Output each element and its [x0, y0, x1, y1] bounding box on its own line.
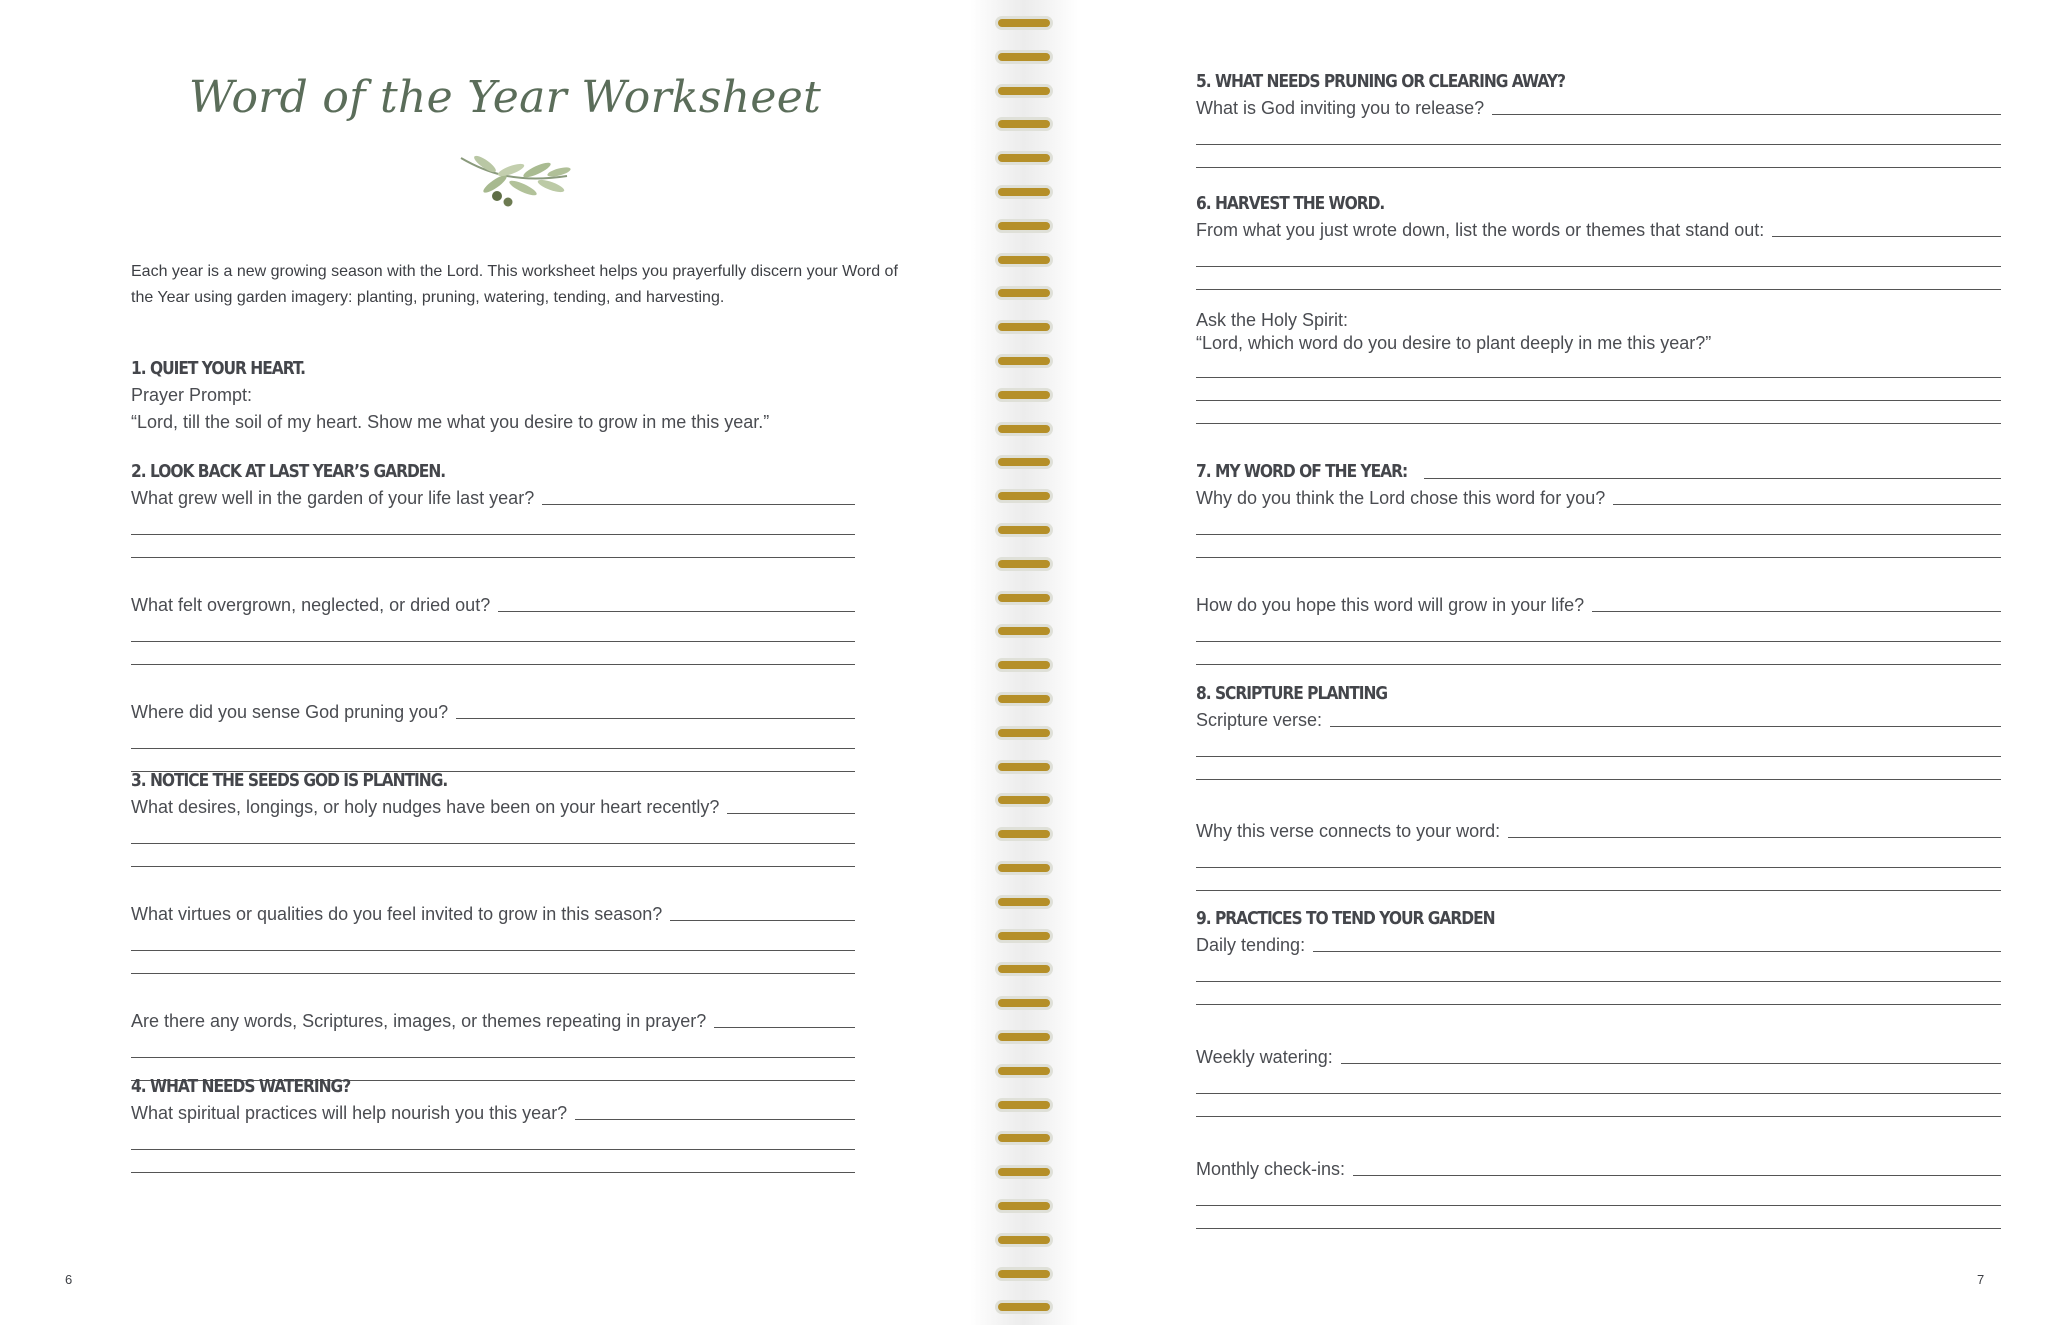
- answer-line[interactable]: [542, 504, 855, 505]
- spiral-ring: [995, 523, 1053, 537]
- answer-line[interactable]: [1196, 959, 2001, 982]
- answer-line[interactable]: [498, 611, 855, 612]
- question-row[interactable]: [1196, 932, 2001, 959]
- question-row[interactable]: [131, 1100, 855, 1127]
- question-row[interactable]: [1196, 95, 2001, 122]
- question-label: What is God inviting you to release?: [1196, 98, 1485, 118]
- page-number: 7: [1977, 1272, 1985, 1287]
- answer-line[interactable]: [1196, 1071, 2001, 1094]
- question-label: What virtues or qualities do you feel invited to grow in this season?: [131, 904, 663, 924]
- answer-line[interactable]: [1196, 145, 2001, 168]
- answer-line[interactable]: [1196, 355, 2001, 378]
- spiral-ring: [995, 388, 1053, 402]
- question-row[interactable]: [1196, 818, 2001, 845]
- question-row[interactable]: [131, 485, 855, 512]
- section-what-needs-watering: [131, 1074, 855, 1173]
- section-heading: 1. QUIET YOUR HEART.: [131, 358, 305, 379]
- spiral-ring: [995, 253, 1053, 267]
- prayer-prompt-label: Prayer Prompt:: [131, 385, 253, 405]
- word-of-year-row[interactable]: [1196, 459, 2001, 485]
- question-row[interactable]: [1196, 1044, 2001, 1071]
- right-page: [1078, 0, 2048, 1325]
- answer-line[interactable]: [1196, 982, 2001, 1005]
- question-row[interactable]: [131, 794, 855, 821]
- question-row[interactable]: [1196, 707, 2001, 734]
- spiral-ring: [995, 692, 1053, 706]
- question-label: What spiritual practices will help nourish you this year?: [131, 1103, 568, 1123]
- answer-line[interactable]: [131, 726, 855, 749]
- spiral-ring: [995, 151, 1053, 165]
- answer-line[interactable]: [1341, 1063, 2001, 1064]
- answer-line[interactable]: [1196, 734, 2001, 757]
- answer-line[interactable]: [456, 718, 855, 719]
- question-label: Scripture verse:: [1196, 710, 1323, 730]
- question-row[interactable]: [131, 901, 855, 928]
- answer-line[interactable]: [131, 1127, 855, 1150]
- answer-line[interactable]: [1196, 619, 2001, 642]
- answer-line[interactable]: [131, 844, 855, 867]
- answer-line[interactable]: [1508, 837, 2001, 838]
- spiral-ring: [995, 1300, 1053, 1314]
- answer-line[interactable]: [1196, 267, 2001, 290]
- section-practices: [1196, 906, 2001, 1229]
- answer-line[interactable]: [131, 1035, 855, 1058]
- answer-line[interactable]: [131, 928, 855, 951]
- section-heading: 6. HARVEST THE WORD.: [1196, 193, 1385, 214]
- spiral-ring: [995, 185, 1053, 199]
- question-row[interactable]: [131, 592, 855, 619]
- spiral-ring: [995, 624, 1053, 638]
- section-quiet-your-heart: [131, 356, 855, 436]
- spiral-ring: [995, 557, 1053, 571]
- spiral-ring: [995, 760, 1053, 774]
- answer-line[interactable]: [1196, 868, 2001, 891]
- section-heading: 3. NOTICE THE SEEDS GOD IS PLANTING.: [131, 770, 448, 791]
- page-number: 6: [65, 1272, 73, 1287]
- section-my-word: [1196, 459, 2001, 665]
- spiral-ring: [995, 84, 1053, 98]
- section-heading: 4. WHAT NEEDS WATERING?: [131, 1076, 351, 1097]
- question-label: Are there any words, Scriptures, images, or themes repeating in prayer?: [131, 1011, 707, 1031]
- question-label: Why this verse connects to your word:: [1196, 821, 1501, 841]
- spiral-ring: [995, 793, 1053, 807]
- spiral-ring: [995, 50, 1053, 64]
- answer-line[interactable]: [1592, 611, 2001, 612]
- spiral-ring: [995, 1098, 1053, 1112]
- spiral-ring: [995, 354, 1053, 368]
- answer-line[interactable]: [131, 512, 855, 535]
- spiral-ring: [995, 1233, 1053, 1247]
- spiral-ring: [995, 1064, 1053, 1078]
- spiral-ring: [995, 455, 1053, 469]
- prayer-prompt-text: “Lord, till the soil of my heart. Show me what you desire to grow in me this year.”: [131, 412, 770, 432]
- spiral-ring: [995, 895, 1053, 909]
- answer-line[interactable]: [1492, 114, 2001, 115]
- answer-line[interactable]: [1330, 726, 2001, 727]
- answer-line[interactable]: [131, 821, 855, 844]
- section-heading: 5. WHAT NEEDS PRUNING OR CLEARING AWAY?: [1196, 71, 1565, 92]
- spiral-ring: [995, 962, 1053, 976]
- spiral-ring: [995, 219, 1053, 233]
- question-label: How do you hope this word will grow in your life?: [1196, 595, 1585, 615]
- question-row[interactable]: [131, 1008, 855, 1035]
- answer-line[interactable]: [1196, 1183, 2001, 1206]
- answer-line[interactable]: [1196, 757, 2001, 780]
- left-page: [0, 0, 970, 1325]
- answer-line[interactable]: [714, 1027, 855, 1028]
- question-label: What desires, longings, or holy nudges have been on your heart recently?: [131, 797, 720, 817]
- question-row[interactable]: [1196, 1156, 2001, 1183]
- section-notice-seeds: [131, 768, 855, 1081]
- answer-line[interactable]: [1772, 236, 2001, 237]
- question-label: Daily tending:: [1196, 935, 1306, 955]
- spiral-ring: [995, 1199, 1053, 1213]
- question-label: Why do you think the Lord chose this word for you?: [1196, 488, 1606, 508]
- answer-line[interactable]: [131, 535, 855, 558]
- worksheet-title: Word of the Year Worksheet: [188, 72, 822, 123]
- spiral-ring: [995, 286, 1053, 300]
- spiral-ring: [995, 591, 1053, 605]
- answer-line[interactable]: [131, 642, 855, 665]
- spiral-ring: [995, 16, 1053, 30]
- word-of-year-line[interactable]: [1424, 478, 2001, 479]
- question-label: From what you just wrote down, list the words or themes that stand out:: [1196, 220, 1765, 240]
- answer-line[interactable]: [1196, 378, 2001, 401]
- section-heading: 2. LOOK BACK AT LAST YEAR’S GARDEN.: [131, 461, 446, 482]
- spiral-ring: [995, 996, 1053, 1010]
- answer-line[interactable]: [1353, 1175, 2001, 1176]
- answer-line[interactable]: [670, 920, 855, 921]
- spiral-ring: [995, 1165, 1053, 1179]
- section-look-back: [131, 459, 855, 772]
- answer-line[interactable]: [1613, 504, 2001, 505]
- question-label: Where did you sense God pruning you?: [131, 702, 449, 722]
- section-scripture-planting: [1196, 681, 2001, 891]
- answer-line[interactable]: [1313, 951, 2001, 952]
- answer-line[interactable]: [727, 813, 855, 814]
- spiral-ring: [995, 117, 1053, 131]
- spiral-ring: [995, 861, 1053, 875]
- question-label: Monthly check-ins:: [1196, 1159, 1346, 1179]
- section-heading: 9. PRACTICES TO TEND YOUR GARDEN: [1196, 908, 1495, 929]
- spiral-ring: [995, 489, 1053, 503]
- answer-line[interactable]: [1196, 244, 2001, 267]
- answer-line[interactable]: [1196, 845, 2001, 868]
- answer-line[interactable]: [1196, 512, 2001, 535]
- spiral-ring: [995, 1131, 1053, 1145]
- spiral-ring: [995, 658, 1053, 672]
- section-harvest-the-word: [1196, 191, 2001, 424]
- intro-paragraph: Each year is a new growing season with the Lord. This worksheet helps you prayerfully discern your Word of the Year using garden imagery: planting, pruning, watering, tending, and harvesting.: [131, 263, 898, 306]
- answer-line[interactable]: [1196, 1206, 2001, 1229]
- answer-line[interactable]: [1196, 1094, 2001, 1117]
- question-label: Weekly watering:: [1196, 1047, 1333, 1067]
- section-pruning: [1196, 69, 2001, 168]
- spiral-ring: [995, 929, 1053, 943]
- ask-holy-spirit-text: “Lord, which word do you desire to plant deeply in me this year?”: [1196, 333, 1712, 353]
- answer-line[interactable]: [1196, 122, 2001, 145]
- answer-line[interactable]: [575, 1119, 855, 1120]
- answer-line[interactable]: [1196, 535, 2001, 558]
- question-row[interactable]: [1196, 592, 2001, 619]
- answer-line[interactable]: [131, 951, 855, 974]
- answer-line[interactable]: [1196, 642, 2001, 665]
- answer-line[interactable]: [131, 619, 855, 642]
- question-label: What grew well in the garden of your life last year?: [131, 488, 535, 508]
- ask-holy-spirit-label: Ask the Holy Spirit:: [1196, 310, 1349, 330]
- spiral-ring: [995, 1030, 1053, 1044]
- spiral-ring: [995, 320, 1053, 334]
- olive-branch-icon: [455, 150, 575, 212]
- section-heading: 7. MY WORD OF THE YEAR:: [1196, 461, 1408, 482]
- spiral-ring: [995, 726, 1053, 740]
- section-heading: 8. SCRIPTURE PLANTING: [1196, 683, 1388, 704]
- question-row[interactable]: [131, 699, 855, 726]
- spiral-binding: [970, 0, 1078, 1325]
- question-row[interactable]: [1196, 217, 2001, 244]
- spiral-ring: [995, 1267, 1053, 1281]
- question-label: What felt overgrown, neglected, or dried out?: [131, 595, 491, 615]
- question-row[interactable]: [1196, 485, 2001, 512]
- spiral-ring: [995, 422, 1053, 436]
- spiral-ring: [995, 827, 1053, 841]
- answer-line[interactable]: [131, 1150, 855, 1173]
- answer-line[interactable]: [1196, 401, 2001, 424]
